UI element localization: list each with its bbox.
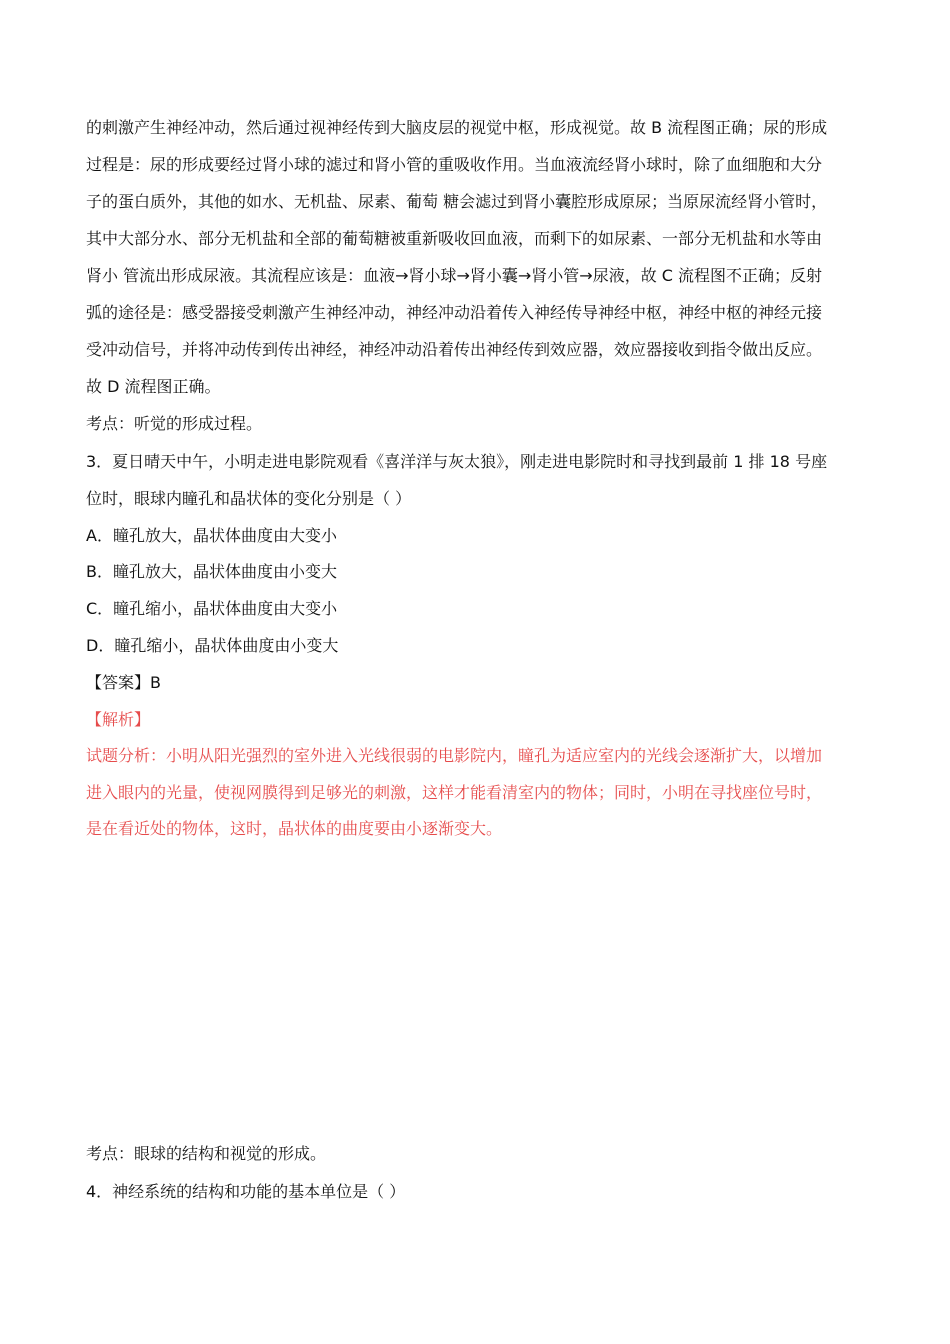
analysis-line-6: 弧的途径是：感受器接受刺激产生神经冲动，神经冲动沿着传入神经传导神经中枢，神经中枢的神经元接 (86, 303, 823, 322)
analysis-line-7: 受冲动信号，并将冲动传到传出神经，神经冲动沿着传出神经传到效应器，效应器接收到指令做出反应。 (86, 340, 823, 359)
question-3-answer: 【答案】B (86, 673, 161, 692)
kaodian-hearing: 考点：听觉的形成过程。 (86, 414, 263, 433)
analysis-line-8: 故 D 流程图正确。 (86, 377, 221, 396)
question-3-option-c: C．瞳孔缩小，晶状体曲度由大变小 (86, 599, 338, 618)
question-3-option-a: A．瞳孔放大，晶状体曲度由大变小 (86, 526, 337, 545)
kaodian-eye: 考点：眼球的结构和视觉的形成。 (86, 1144, 327, 1163)
analysis-line-2: 过程是：尿的形成要经过肾小球的滤过和肾小管的重吸收作用。当血液流经肾小球时，除了血细胞和大分 (86, 155, 823, 174)
question-3-option-b: B．瞳孔放大，晶状体曲度由小变大 (86, 562, 337, 581)
question-3-analysis-line-3: 是在看近处的物体，这时，晶状体的曲度要由小逐渐变大。 (86, 819, 503, 838)
question-3-stem-line-1: 3．夏日晴天中午，小明走进电影院观看《喜洋洋与灰太狼》，刚走进电影院时和寻找到最前 1 排 18 号座 (86, 452, 828, 471)
question-3-option-d: D．瞳孔缩小，晶状体曲度由小变大 (86, 636, 339, 655)
question-4-stem: 4．神经系统的结构和功能的基本单位是（ ） (86, 1182, 406, 1201)
question-3-analysis-line-1: 试题分析：小明从阳光强烈的室外进入光线很弱的电影院内，瞳孔为适应室内的光线会逐渐扩大，以增加 (86, 746, 823, 765)
analysis-line-3: 子的蛋白质外，其他的如水、无机盐、尿素、葡萄 糖会滤过到肾小囊腔形成原尿；当原尿流经肾小管时， (86, 192, 828, 211)
question-3-stem-line-2: 位时，眼球内瞳孔和晶状体的变化分别是（ ） (86, 489, 412, 508)
analysis-line-1: 的刺激产生神经冲动，然后通过视神经传到大脑皮层的视觉中枢，形成视觉。故 B 流程图正确；尿的形成 (86, 118, 828, 137)
analysis-line-4: 其中大部分水、部分无机盐和全部的葡萄糖被重新吸收回血液，而剩下的如尿素、一部分无机盐和水等由 (86, 229, 823, 248)
question-3-analysis-label: 【解析】 (86, 710, 151, 729)
question-3-analysis-line-2: 进入眼内的光量，使视网膜得到足够光的刺激，这样才能看清室内的物体；同时，小明在寻找座位号时， (86, 783, 823, 802)
analysis-line-5: 肾小 管流出形成尿液。其流程应该是：血液→肾小球→肾小囊→肾小管→尿液，故 C 流程图不正确；反射 (86, 266, 823, 285)
